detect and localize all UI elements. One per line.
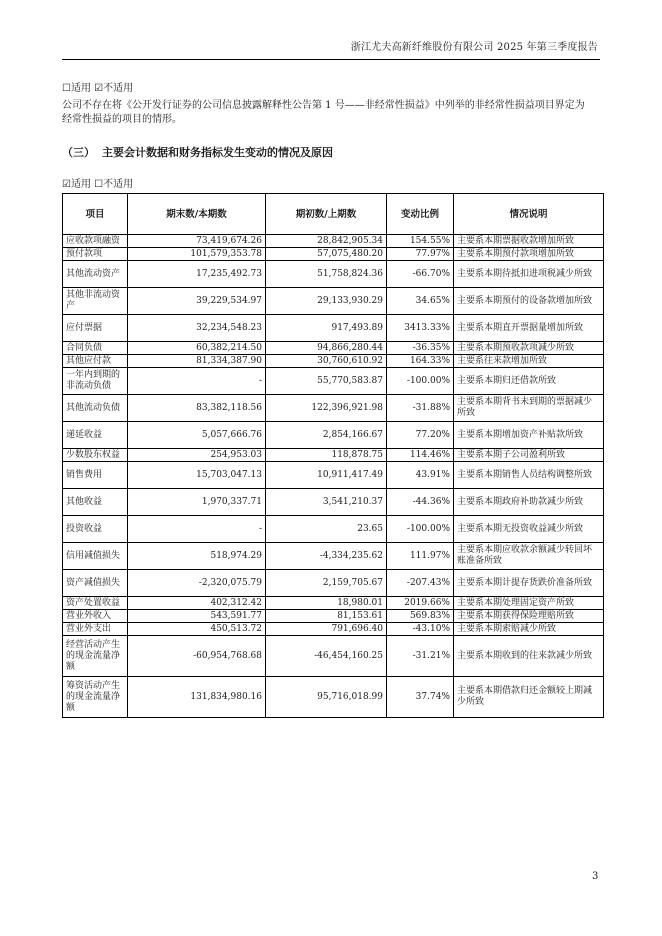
row-note: 主要系本期直开票据量增加所致 <box>454 315 604 342</box>
row-change: -31.21% <box>387 636 454 677</box>
row-change: 114.46% <box>387 449 454 462</box>
header-previous: 期初数/上期数 <box>266 194 387 235</box>
header-item: 项目 <box>63 194 128 235</box>
row-current: 83,382,118.56 <box>128 395 266 422</box>
table-row <box>63 636 604 677</box>
table-row <box>63 261 604 288</box>
row-change: 569.83% <box>387 610 454 623</box>
row-note: 主要系本期归还借款所致 <box>454 368 604 395</box>
row-current: 5,057,666.76 <box>128 422 266 449</box>
row-change: 77.97% <box>387 248 454 261</box>
row-item: 一年内到期的非流动负债 <box>63 368 128 395</box>
row-item: 预付款项 <box>63 248 128 261</box>
row-note: 主要系本期索赔减少所致 <box>454 623 604 636</box>
row-change: -207.43% <box>387 570 454 597</box>
row-previous: 29,133,930.29 <box>266 288 387 315</box>
row-previous: -4,334,235.62 <box>266 543 387 570</box>
financial-changes-table <box>62 193 604 718</box>
table-row <box>63 449 604 462</box>
row-current: 254,953.03 <box>128 449 266 462</box>
table-row <box>63 597 604 610</box>
row-note: 主要系本期待抵扣进项税减少所致 <box>454 261 604 288</box>
row-item: 经营活动产生的现金流量净额 <box>63 636 128 677</box>
row-note: 主要系本期收到的往来款减少所致 <box>454 636 604 677</box>
row-previous: 81,153.61 <box>266 610 387 623</box>
row-note: 主要系本期预收款项减少所致 <box>454 342 604 355</box>
nonrecurring-options: ☐适用 ☑不适用 <box>62 83 134 94</box>
row-note: 主要系本期应收款余额减少转回坏账准备所致 <box>454 543 604 570</box>
section-options: ☑适用 ☐不适用 <box>62 179 134 190</box>
table-row <box>63 422 604 449</box>
table-row <box>63 395 604 422</box>
row-change: -44.36% <box>387 489 454 516</box>
table-row <box>63 355 604 368</box>
table-row <box>63 570 604 597</box>
row-current: 1,970,337.71 <box>128 489 266 516</box>
row-previous: 95,716,018.99 <box>266 677 387 718</box>
table-row <box>63 368 604 395</box>
row-note: 主要系本期预付款项增加所致 <box>454 248 604 261</box>
table-row <box>63 610 604 623</box>
row-item: 其他非流动资产 <box>63 288 128 315</box>
table-row <box>63 288 604 315</box>
row-previous: 30,760,610.92 <box>266 355 387 368</box>
row-current: 81,334,387.90 <box>128 355 266 368</box>
row-change: 77.20% <box>387 422 454 449</box>
row-previous: 51,758,824.36 <box>266 261 387 288</box>
row-note: 主要系本期票据收款增加所致 <box>454 235 604 248</box>
row-change: -36.35% <box>387 342 454 355</box>
row-current: 518,974.29 <box>128 543 266 570</box>
row-current: 543,591.77 <box>128 610 266 623</box>
row-item: 应付票据 <box>63 315 128 342</box>
row-current: - <box>128 516 266 543</box>
row-current: -2,320,075.79 <box>128 570 266 597</box>
row-previous: 23.65 <box>266 516 387 543</box>
row-previous: 3,541,210.37 <box>266 489 387 516</box>
section-number: （三） <box>62 146 95 159</box>
header-current: 期末数/本期数 <box>128 194 266 235</box>
row-item: 营业外支出 <box>63 623 128 636</box>
row-item: 其他收益 <box>63 489 128 516</box>
row-previous: -46,454,160.25 <box>266 636 387 677</box>
table-row <box>63 235 604 248</box>
row-previous: 57,075,480.20 <box>266 248 387 261</box>
row-note: 主要系本期计提存货跌价准备所致 <box>454 570 604 597</box>
row-item: 递延收益 <box>63 422 128 449</box>
row-previous: 55,770,583.87 <box>266 368 387 395</box>
row-previous: 2,854,166.67 <box>266 422 387 449</box>
row-current: 15,703,047.13 <box>128 462 266 489</box>
table-row <box>63 248 604 261</box>
row-change: 2019.66% <box>387 597 454 610</box>
row-item: 应收款项融资 <box>63 235 128 248</box>
row-previous: 917,493.89 <box>266 315 387 342</box>
row-item: 信用减值损失 <box>63 543 128 570</box>
row-change: 154.55% <box>387 235 454 248</box>
row-current: 32,234,548.23 <box>128 315 266 342</box>
row-previous: 122,396,921.98 <box>266 395 387 422</box>
row-current: 101,579,353.78 <box>128 248 266 261</box>
table-header-row <box>63 194 604 235</box>
row-current: -60,954,768.68 <box>128 636 266 677</box>
header-divider <box>62 59 600 60</box>
row-change: 43.91% <box>387 462 454 489</box>
row-note: 主要系本期销售人员结构调整所致 <box>454 462 604 489</box>
row-item: 营业外收入 <box>63 610 128 623</box>
row-change: -31.88% <box>387 395 454 422</box>
table-row <box>63 342 604 355</box>
row-item: 其他流动负债 <box>63 395 128 422</box>
row-current: 60,382,214.50 <box>128 342 266 355</box>
row-current: 17,235,492.73 <box>128 261 266 288</box>
section-title: 主要会计数据和财务指标发生变动的情况及原因 <box>102 146 333 159</box>
page-header-title: 浙江尤夫高新纤维股份有限公司 2025 年第三季度报告 <box>350 42 598 53</box>
row-item: 资产处置收益 <box>63 597 128 610</box>
header-note: 情况说明 <box>454 194 604 235</box>
row-note: 主要系本期增加资产补贴款所致 <box>454 422 604 449</box>
row-change: 34.65% <box>387 288 454 315</box>
nonrecurring-statement: 公司不存在将《公开发行证券的公司信息披露解释性公告第 1 号——非经常性损益》中列举的非经常性损益项目界定为经常性损益的项目的情形。 <box>62 100 585 125</box>
row-previous: 18,980.01 <box>266 597 387 610</box>
row-note: 主要系本期无投资收益减少所致 <box>454 516 604 543</box>
row-change: -100.00% <box>387 516 454 543</box>
table-row <box>63 543 604 570</box>
row-note: 主要系本期政府补助款减少所致 <box>454 489 604 516</box>
row-item: 资产减值损失 <box>63 570 128 597</box>
row-item: 其他应付款 <box>63 355 128 368</box>
header-change: 变动比例 <box>387 194 454 235</box>
row-current: 131,834,980.16 <box>128 677 266 718</box>
table-row <box>63 489 604 516</box>
row-item: 合同负债 <box>63 342 128 355</box>
row-note: 主要系本期子公司盈利所致 <box>454 449 604 462</box>
row-previous: 118,878.75 <box>266 449 387 462</box>
row-item: 销售费用 <box>63 462 128 489</box>
row-note: 主要系本期预付的设备款增加所致 <box>454 288 604 315</box>
row-current: 39,229,534.97 <box>128 288 266 315</box>
row-change: 164.33% <box>387 355 454 368</box>
row-current: 73,419,674.26 <box>128 235 266 248</box>
row-change: 3413.33% <box>387 315 454 342</box>
row-item: 少数股东权益 <box>63 449 128 462</box>
row-previous: 94,866,280.44 <box>266 342 387 355</box>
table-row <box>63 623 604 636</box>
row-item: 筹资活动产生的现金流量净额 <box>63 677 128 718</box>
row-change: 37.74% <box>387 677 454 718</box>
row-note: 主要系本期借款归还金额较上期减少所致 <box>454 677 604 718</box>
row-current: 402,312.42 <box>128 597 266 610</box>
row-change: -43.10% <box>387 623 454 636</box>
page-number: 3 <box>592 871 599 882</box>
row-change: 111.97% <box>387 543 454 570</box>
row-current: 450,513.72 <box>128 623 266 636</box>
section-heading <box>62 144 333 160</box>
row-item: 其他流动资产 <box>63 261 128 288</box>
table-row <box>63 315 604 342</box>
row-previous: 791,696.40 <box>266 623 387 636</box>
row-note: 主要系本期处理固定资产所致 <box>454 597 604 610</box>
row-current: - <box>128 368 266 395</box>
row-previous: 28,842,905.34 <box>266 235 387 248</box>
row-change: -66.70% <box>387 261 454 288</box>
row-item: 投资收益 <box>63 516 128 543</box>
row-previous: 10,911,417.49 <box>266 462 387 489</box>
row-note: 主要系本期获得保险理赔所致 <box>454 610 604 623</box>
row-change: -100.00% <box>387 368 454 395</box>
row-note: 主要系本期背书未到期的票据减少所致 <box>454 395 604 422</box>
row-previous: 2,159,705.67 <box>266 570 387 597</box>
table-row <box>63 462 604 489</box>
row-note: 主要系往来款增加所致 <box>454 355 604 368</box>
table-row <box>63 677 604 718</box>
table-row <box>63 516 604 543</box>
